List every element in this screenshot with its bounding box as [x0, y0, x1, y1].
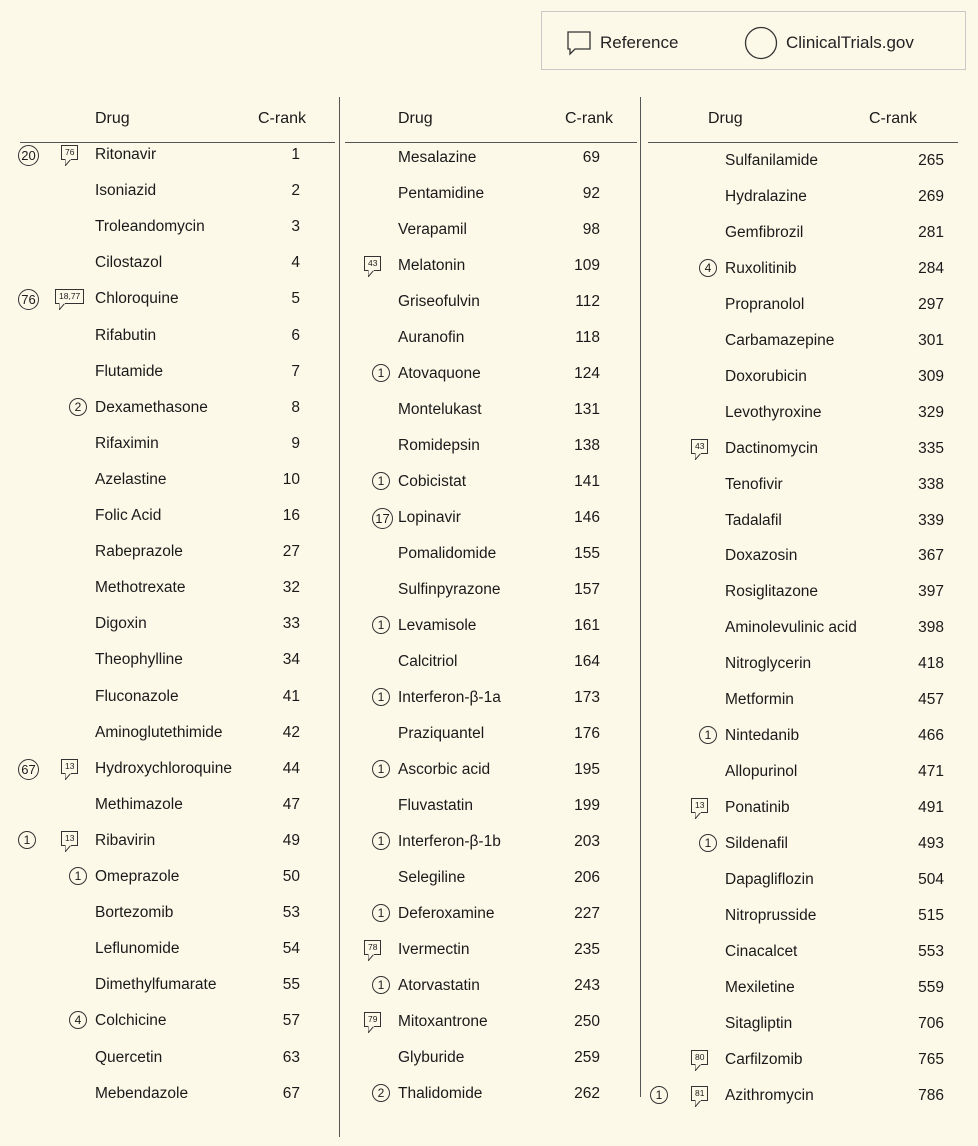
bubble-tail-icon [368, 954, 375, 961]
reference-bubble-icon [55, 289, 84, 304]
drug-name: Pomalidomide [398, 545, 497, 562]
crank-value: 16 [282, 507, 300, 524]
crank-value: 329 [918, 403, 944, 421]
drug-name: Carfilzomib [725, 1050, 803, 1068]
crank-value: 227 [574, 905, 600, 922]
drug-name: Sildenafil [725, 835, 788, 853]
drug-name: Folic Acid [95, 507, 162, 524]
column-divider [640, 97, 641, 1097]
drug-name: Theophylline [95, 651, 183, 669]
reference-bubble-icon [691, 1086, 708, 1101]
reference-bubble-icon [691, 1050, 708, 1065]
crank-value: 367 [918, 547, 944, 565]
reference-number: 78 [364, 940, 381, 955]
crank-value: 47 [282, 795, 300, 813]
reference-bubble-icon [691, 439, 708, 454]
clinicaltrials-count-icon: 2 [372, 1084, 390, 1102]
drug-name: Calcitriol [398, 653, 458, 670]
reference-number: 80 [691, 1050, 708, 1065]
clinicaltrials-count-icon: 76 [18, 289, 39, 310]
crank-value: 206 [574, 869, 600, 886]
clinicaltrials-count-icon: 1 [372, 832, 390, 850]
crank-value: 55 [282, 976, 300, 994]
crank-value: 161 [574, 617, 600, 634]
drug-name: Levamisole [398, 617, 477, 634]
crank-value: 4 [291, 254, 300, 272]
crank-value: 553 [918, 942, 944, 960]
bubble-tail-icon [695, 1100, 702, 1107]
drug-name: Rosiglitazone [725, 583, 819, 601]
drug-name: Mitoxantrone [398, 1013, 488, 1030]
drug-name: Deferoxamine [398, 905, 495, 922]
drug-name: Nitroglycerin [725, 655, 812, 673]
drug-name: Rifabutin [95, 326, 157, 344]
drug-name: Rabeprazole [95, 543, 183, 561]
crank-value: 491 [918, 799, 944, 817]
crank-value: 418 [918, 655, 944, 673]
drug-name: Dapagliflozin [725, 871, 814, 888]
drug-name: Chloroquine [95, 290, 179, 308]
circle-icon [744, 26, 778, 60]
reference-bubble-icon [61, 831, 78, 846]
crank-value: 8 [291, 398, 300, 416]
crank-value: 786 [918, 1086, 944, 1104]
clinicaltrials-count-icon: 1 [372, 904, 390, 922]
crank-value: 457 [918, 691, 944, 709]
reference-bubble-icon [364, 1012, 381, 1027]
drug-name: Interferon-β-1b [398, 833, 501, 850]
reference-number: 13 [61, 759, 78, 774]
bubble-tail-icon [59, 303, 66, 310]
crank-value: 92 [582, 185, 600, 202]
drug-name: Sulfanilamide [725, 152, 819, 169]
drug-name: Ponatinib [725, 799, 790, 817]
crank-value: 515 [918, 906, 944, 924]
crank-value: 118 [575, 329, 600, 346]
crank-value: 504 [918, 871, 944, 888]
clinicaltrials-count-icon: 1 [372, 364, 390, 382]
drug-name: Gemfibrozil [725, 223, 804, 241]
clinicaltrials-count-icon: 1 [69, 867, 87, 885]
clinicaltrials-count-icon: 1 [372, 976, 390, 994]
crank-value: 259 [574, 1049, 600, 1066]
crank-value: 297 [918, 295, 944, 313]
crank-value: 50 [282, 868, 300, 885]
column-divider [339, 97, 340, 1137]
drug-name: Nintedanib [725, 727, 800, 745]
drug-name: Mebendazole [95, 1084, 189, 1102]
crank-value: 112 [575, 293, 600, 310]
bubble-tail-icon [368, 1026, 375, 1033]
crank-value: 195 [574, 761, 600, 778]
crank-value: 124 [574, 365, 600, 382]
crank-value: 57 [282, 1012, 300, 1030]
drug-name: Hydralazine [725, 187, 807, 205]
crank-value: 493 [918, 835, 944, 853]
drug-name: Selegiline [398, 869, 466, 886]
drug-name: Doxazosin [725, 547, 798, 565]
legend-reference-label: Reference [600, 33, 679, 52]
drug-name: Doxorubicin [725, 367, 807, 385]
reference-number: 18,77 [55, 289, 84, 304]
clinicaltrials-count-icon: 1 [372, 760, 390, 778]
clinicaltrials-count-icon: 1 [699, 834, 717, 852]
clinicaltrials-count-icon: 17 [372, 508, 393, 529]
drug-name: Verapamil [398, 221, 467, 238]
drug-name: Cinacalcet [725, 942, 798, 960]
drug-name: Azithromycin [725, 1086, 814, 1104]
drug-name: Methotrexate [95, 579, 186, 597]
drug-name: Thalidomide [398, 1085, 483, 1102]
crank-value: 141 [574, 473, 600, 490]
bubble-tail-icon [65, 845, 72, 852]
reference-number: 79 [364, 1012, 381, 1027]
drug-name: Cilostazol [95, 254, 163, 272]
header-crank: C-rank [258, 110, 307, 127]
crank-value: 235 [574, 941, 600, 958]
reference-number: 76 [61, 145, 78, 160]
reference-bubble-icon [61, 759, 78, 774]
drug-name: Dimethylfumarate [95, 976, 217, 994]
crank-value: 335 [918, 439, 944, 457]
header-rule [648, 142, 958, 143]
crank-value: 157 [574, 581, 600, 598]
crank-value: 41 [282, 687, 300, 705]
crank-value: 203 [574, 833, 600, 850]
clinicaltrials-count-icon: 1 [18, 831, 36, 849]
header-rule [345, 142, 637, 143]
clinicaltrials-count-icon: 1 [372, 688, 390, 706]
drug-name: Lopinavir [398, 509, 461, 526]
drug-name: Auranofin [398, 329, 465, 346]
crank-value: 54 [282, 940, 300, 958]
crank-value: 98 [582, 221, 600, 238]
drug-name: Sulfinpyrazone [398, 581, 501, 598]
drug-name: Colchicine [95, 1012, 167, 1030]
drug-name: Carbamazepine [725, 331, 835, 349]
drug-name: Griseofulvin [398, 293, 480, 310]
drug-name: Ascorbic acid [398, 761, 491, 778]
crank-value: 63 [282, 1048, 300, 1066]
drug-name: Fluconazole [95, 687, 179, 705]
crank-value: 7 [291, 362, 300, 380]
crank-value: 301 [918, 331, 944, 349]
drug-name: Melatonin [398, 257, 466, 274]
reference-number: 81 [691, 1086, 708, 1101]
drug-name: Allopurinol [725, 763, 798, 781]
clinicaltrials-count-icon: 67 [18, 759, 39, 780]
crank-value: 1 [291, 146, 300, 163]
crank-value: 262 [574, 1085, 600, 1102]
drug-name: Quercetin [95, 1048, 163, 1066]
crank-value: 164 [574, 653, 600, 670]
crank-value: 339 [918, 511, 944, 529]
legend-reference [566, 26, 678, 60]
crank-value: 173 [574, 689, 600, 706]
clinicaltrials-count-icon: 4 [699, 259, 717, 277]
crank-value: 471 [918, 763, 944, 781]
legend-clinicaltrials [744, 26, 914, 60]
drug-name: Cobicistat [398, 473, 467, 490]
crank-value: 243 [574, 977, 600, 994]
drug-name: Hydroxychloroquine [95, 759, 232, 777]
crank-value: 27 [282, 543, 300, 561]
reference-number: 43 [364, 256, 381, 271]
crank-value: 250 [574, 1013, 600, 1030]
clinicaltrials-count-icon: 1 [372, 472, 390, 490]
reference-number: 13 [61, 831, 78, 846]
drug-name: Fluvastatin [398, 797, 473, 814]
drug-name: Ribavirin [95, 831, 156, 849]
crank-value: 3 [291, 218, 300, 236]
speech-bubble-icon [566, 30, 592, 56]
reference-number: 43 [691, 439, 708, 454]
drug-name: Rifaximin [95, 434, 159, 452]
legend [541, 11, 966, 70]
header-drug: Drug [708, 110, 743, 127]
crank-value: 265 [918, 152, 944, 169]
drug-name: Methimazole [95, 795, 183, 813]
drug-name: Mexiletine [725, 978, 795, 996]
drug-name: Tenofivir [725, 475, 783, 493]
drug-name: Metformin [725, 691, 794, 709]
drug-name: Ivermectin [398, 941, 470, 958]
crank-value: 338 [918, 475, 944, 493]
drug-name: Troleandomycin [95, 218, 205, 236]
crank-value: 397 [918, 583, 944, 601]
bubble-tail-icon [695, 812, 702, 819]
crank-value: 146 [574, 509, 600, 526]
crank-value: 131 [574, 401, 600, 418]
clinicaltrials-count-icon: 1 [650, 1086, 668, 1104]
drug-name: Ruxolitinib [725, 259, 797, 277]
crank-value: 2 [291, 182, 300, 200]
drug-name: Nitroprusside [725, 906, 817, 924]
bubble-tail-icon [695, 1064, 702, 1071]
drug-name: Atorvastatin [398, 977, 480, 994]
drug-name: Tadalafil [725, 511, 782, 529]
crank-value: 49 [282, 831, 300, 849]
crank-value: 765 [918, 1050, 944, 1068]
crank-value: 559 [918, 978, 944, 996]
drug-name: Omeprazole [95, 868, 180, 885]
crank-value: 466 [918, 727, 944, 745]
crank-value: 42 [282, 723, 300, 741]
header-crank: C-rank [869, 110, 918, 127]
crank-value: 281 [918, 223, 944, 241]
bubble-tail-icon [65, 773, 72, 780]
drug-name: Dexamethasone [95, 398, 208, 416]
clinicaltrials-count-icon: 1 [699, 726, 717, 744]
reference-bubble-icon [61, 145, 78, 160]
crank-value: 398 [918, 619, 944, 637]
drug-name: Isoniazid [95, 182, 157, 200]
reference-bubble-icon [691, 798, 708, 813]
legend-clinicaltrials-label: ClinicalTrials.gov [786, 33, 914, 52]
crank-value: 44 [282, 759, 300, 777]
bubble-tail-icon [65, 159, 72, 166]
header-drug: Drug [95, 110, 130, 127]
clinicaltrials-count-icon: 2 [69, 398, 87, 416]
drug-name: Digoxin [95, 615, 147, 633]
drug-name: Interferon-β-1a [398, 689, 501, 706]
crank-value: 34 [282, 651, 300, 669]
crank-value: 155 [574, 545, 600, 562]
drug-name: Bortezomib [95, 904, 174, 922]
drug-name: Levothyroxine [725, 403, 822, 421]
crank-value: 138 [574, 437, 600, 454]
drug-name: Glyburide [398, 1049, 465, 1066]
header-crank: C-rank [565, 110, 614, 127]
clinicaltrials-count-icon: 20 [18, 145, 39, 166]
crank-value: 9 [291, 434, 300, 452]
drug-name: Flutamide [95, 362, 164, 380]
crank-value: 32 [282, 579, 300, 597]
drug-name: Aminoglutethimide [95, 723, 223, 741]
bubble-tail-icon [695, 453, 702, 460]
crank-value: 199 [574, 797, 600, 814]
crank-value: 69 [582, 149, 600, 166]
reference-bubble-icon [364, 256, 381, 271]
clinicaltrials-count-icon: 4 [69, 1011, 87, 1029]
crank-value: 309 [918, 367, 944, 385]
drug-name: Propranolol [725, 295, 805, 313]
drug-name: Praziquantel [398, 725, 485, 742]
crank-value: 53 [282, 904, 300, 922]
drug-name: Pentamidine [398, 185, 485, 202]
drug-name: Leflunomide [95, 940, 180, 958]
crank-value: 33 [282, 615, 300, 633]
drug-name: Dactinomycin [725, 439, 819, 457]
crank-value: 6 [291, 326, 300, 344]
drug-name: Aminolevulinic acid [725, 619, 857, 637]
drug-name: Montelukast [398, 401, 482, 418]
crank-value: 176 [574, 725, 600, 742]
bubble-tail-icon [368, 270, 375, 277]
reference-number: 13 [691, 798, 708, 813]
crank-value: 109 [574, 257, 600, 274]
clinicaltrials-count-icon: 1 [372, 616, 390, 634]
crank-value: 10 [282, 470, 300, 488]
crank-value: 284 [918, 259, 944, 277]
drug-name: Romidepsin [398, 437, 480, 454]
header-drug: Drug [398, 110, 433, 127]
drug-name: Ritonavir [95, 146, 157, 163]
drug-name: Atovaquone [398, 365, 481, 382]
reference-bubble-icon [364, 940, 381, 955]
drug-name: Mesalazine [398, 149, 477, 166]
crank-value: 5 [291, 290, 300, 308]
header-rule [20, 142, 335, 143]
drug-name: Sitagliptin [725, 1014, 793, 1032]
drug-name: Azelastine [95, 470, 167, 488]
crank-value: 269 [918, 187, 944, 205]
crank-value: 67 [282, 1084, 300, 1102]
crank-value: 706 [918, 1014, 944, 1032]
